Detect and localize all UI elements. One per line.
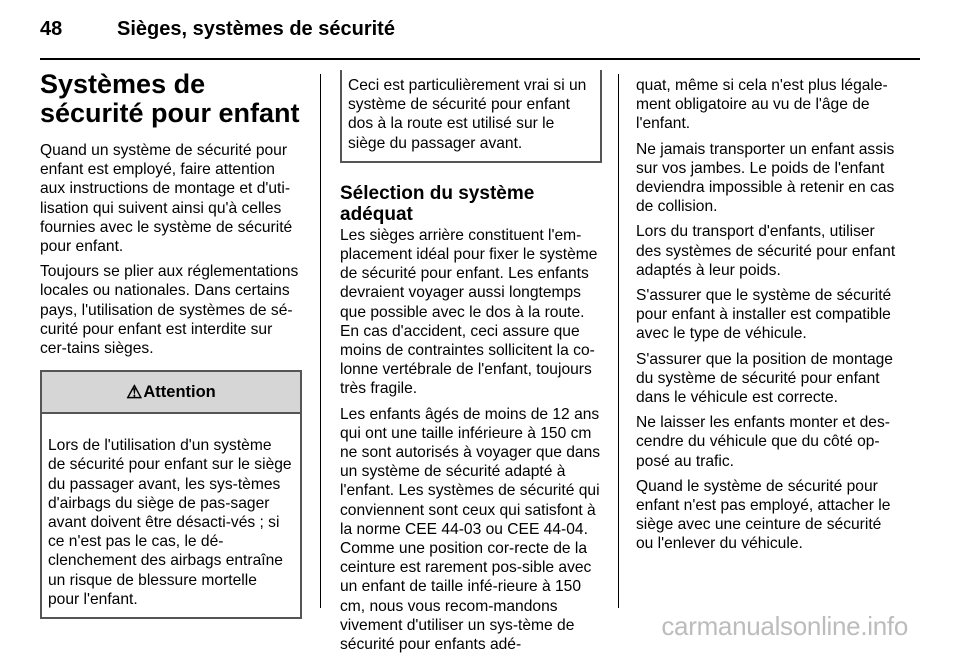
warning-triangle-icon: ⚠: [126, 381, 143, 402]
subheading: Sélection du système adéquat: [340, 182, 535, 225]
section-title: Systèmes de sécurité pour enfant: [40, 69, 300, 128]
warning-continuation-box: [340, 70, 602, 163]
warning-box: [40, 370, 302, 619]
column-divider-2: [618, 74, 619, 608]
header-rule: [40, 58, 920, 60]
paragraph: Quand un système de sécurité pour enfant est employé, faire attention aux instructions de montage et d'uti-lisation qui suivent ainsi qu'à celles fournies avec le système de sécurité pour enfant.: [40, 142, 293, 256]
paragraph: S'assurer que le système de sécurité pour enfant à installer est compatible avec le type de véhicule.: [636, 287, 892, 343]
column-divider-1: [320, 74, 321, 608]
paragraph: Ne jamais transporter un enfant assis sur vos jambes. Le poids de l'enfant deviendra impossible à retenir en cas de collision.: [636, 140, 895, 216]
warning-text: Lors de l'utilisation d'un système de sécurité pour enfant sur le siège du passager avant, les sys-tèmes d'airbags du siège de pas-sager avant doivent être désacti-vés ; si ce n'est pas le cas, le dé-clenchement des airbags entraîne un risque de blessure mortelle pour l'enfant.: [48, 437, 292, 608]
paragraph: quat, même si cela n'est plus légale-ment obligatoire au vu de l'âge de l'enfant.: [636, 77, 888, 133]
column-3: [636, 76, 902, 560]
warning-continuation-text: Ceci est particulièrement vrai si un système de sécurité pour enfant dos à la route est utilisé sur le siège du passager avant.: [348, 77, 587, 152]
warning-label: Attention: [143, 382, 216, 401]
warning-header: [42, 372, 300, 414]
column-1: [40, 70, 302, 619]
paragraph: Les sièges arrière constituent l'em-placement idéal pour fixer le système de sécurité pour enfant. Les enfants devraient voyager aussi longtemps que possible avec le dos à la route. En cas d'accident, ceci assure que moins de contraintes sollicitent la co-lonne vertébrale de l'enfant, toujours très fragile.: [340, 226, 598, 398]
paragraph: Lors du transport d'enfants, utiliser des systèmes de sécurité pour enfant adaptés à leur poids.: [636, 223, 896, 279]
chapter-title: Sièges, systèmes de sécurité: [117, 18, 395, 40]
paragraph: Toujours se plier aux réglementations locales ou nationales. Dans certains pays, l'utilisation de systèmes de sé-curité pour enfant est interdite sur cer-tains sièges.: [40, 263, 299, 358]
page-number: 48: [40, 18, 63, 40]
paragraph: Quand le système de sécurité pour enfant n'est pas employé, attacher le siège avec une ceinture de sécurité ou l'enlever du véhicule.: [636, 477, 891, 553]
watermark: carmanualsonline.info: [661, 611, 908, 641]
column-2: [340, 70, 602, 660]
paragraph: Ne laisser les enfants monter et des-cendre du véhicule que du côté op-posé au trafic.: [636, 414, 890, 470]
paragraph: Les enfants âgés de moins de 12 ans qui ont une taille inférieure à 150 cm ne sont autorisés à voyager que dans un système de sécurité adapté à l'enfant. Les systèmes de sécurité qui conviennent sont ceux qui satisfont à la norme CEE 44-03 ou CEE 44-04. Comme une position cor-recte de la ceinture est rarement pos-sible avec un enfant de taille infé-rieure à 150 cm, nous vous recom-mandons vivement d'utiliser un sys-tème de sécurité pour enfants adé-: [340, 405, 601, 654]
paragraph: S'assurer que la position de montage du système de sécurité pour enfant dans le véhicule est correcte.: [636, 350, 893, 407]
